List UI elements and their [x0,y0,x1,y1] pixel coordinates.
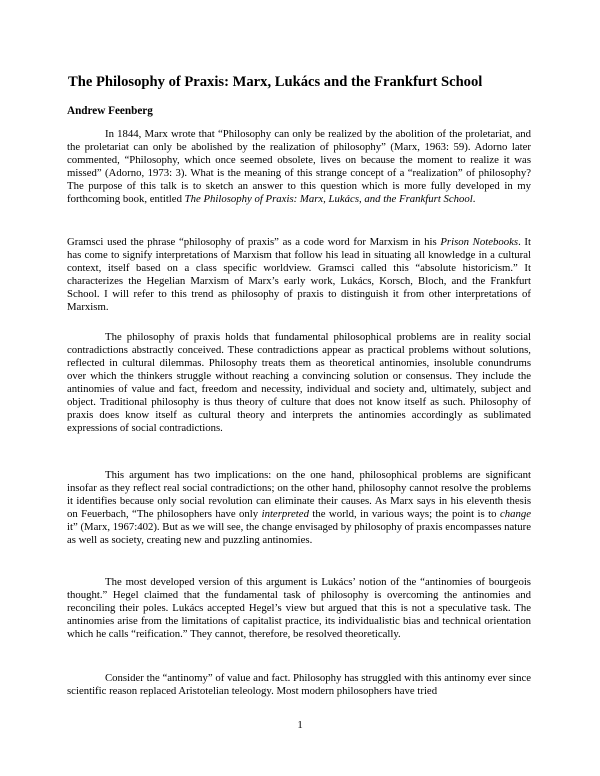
prison-notebooks-italic: Prison Notebooks [440,236,519,248]
author-name: Andrew Feenberg [67,105,153,117]
paragraph-1-run-1: In 1844, Marx wrote that “Philosophy can only be realized by the abolition of the proletariat, and the proletariat can only be abolished by the realization of philosophy” (Marx, 1963: 59). Adorno later commented, “Philosophy, which once seemed obsolete, lives on because the moment to realize it was missed” (Adorno, 1973: 3). What is the meaning of this strange concept of a “realization” of philosophy? The purpose of this talk is to sketch an answer to this question which is more fully developed in my forthcoming book, entitled [67,128,531,205]
paragraph-1 [67,128,531,206]
change-italic: change [499,508,531,520]
paragraph-2-run-3: . It has come to signify interpretations of Marxism that follow his lead in situating all knowledge in a cultural context, itself based on a class specific worldview. Gramsci called this “absolute historicism.” It characterizes the Hegelian Marxism of Marx’s early work, Lukács, Korsch, Bloch, and the Frankfurt School. I will refer to this trend as philosophy of praxis to distinguish it from other interpretations of Marxism. [67,236,531,313]
paragraph-4-run-5: it” (Marx, 1967:402). But as we will see, the change envisaged by philosophy of praxis encompasses nature as well as society, creating new and puzzling antinomies. [67,521,531,546]
paragraph-2-run-1: Gramsci used the phrase “philosophy of praxis” as a code word for Marxism in his [67,236,441,248]
paragraph-3 [67,331,531,435]
paragraph-4 [67,469,531,547]
paragraph-4-run-1: This argument has two implications: on the one hand, philosophical problems are significant insofar as they reflect real social contradictions; on the other hand, philosophy cannot resolve the problems it identifies because only social revolution can eliminate their causes. As Marx says in his eleventh thesis on Feuerbach, “The philosophers have only [67,469,531,520]
paragraph-5-run-1: The most developed version of this argument is Lukács’ notion of the “antinomies of bourgeois thought.” Hegel claimed that the fundamental task of philosophy is overcoming the antinomies and reconciling their poles. Lukács accepted Hegel’s view but argued that this is not a speculative task. The antinomies arise from the limitations of capitalist practice, its individualistic bias and technical orientation which he calls “reification.” They cannot, therefore, be resolved theoretically. [67,576,531,640]
paragraph-5 [67,576,531,641]
document-title: The Philosophy of Praxis: Marx, Lukács and the Frankfurt School [68,74,483,90]
paragraph-4-run-3: the world, in various ways; the point is to [308,508,500,520]
book-title-italic: The Philosophy of Praxis: Marx, Lukács, and the Frankfurt School [184,193,473,205]
paragraph-1-run-3: . [472,193,476,205]
paragraph-6 [67,672,531,698]
paragraph-6-run-1: Consider the “antinomy” of value and fact. Philosophy has struggled with this antinomy ever since scientific reason replaced Aristotelian teleology. Most modern philosophers have tried [67,672,531,697]
paragraph-2 [67,236,531,314]
interpreted-italic: interpreted [261,508,309,520]
paragraph-3-run-1: The philosophy of praxis holds that fundamental philosophical problems are in reality social contradictions abstractly conceived. These contradictions appear as practical problems without solutions, reflected in cultural dilemmas. Philosophy treats them as theoretical antinomies, insoluble conundrums over which the thinkers struggle without reaching a convincing solution or consensus. They include the antinomies of value and fact, freedom and necessity, individual and society and, ultimately, subject and object. Traditional philosophy is thus theory of culture that does not know itself as such. Philosophy of praxis does know itself as cultural theory and interprets the antinomies accordingly as sublimated expressions of social contradictions. [67,331,531,434]
page-number: 1 [297,719,303,731]
